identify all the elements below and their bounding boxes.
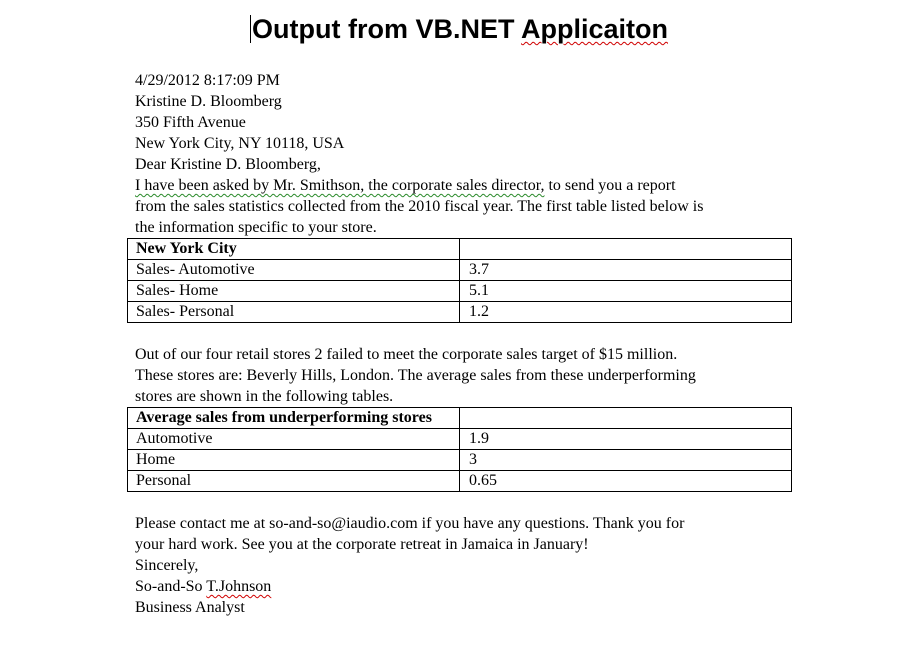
table-row [128,471,792,492]
para2-line-1: Out of our four retail stores 2 failed to meet the corporate sales target of $15 million. [135,346,678,363]
table-header-empty-cell [460,239,792,260]
table-cell-value: 1.2 [460,302,792,323]
table-row [128,281,792,302]
address-line-1: 350 Fifth Avenue [135,114,246,131]
recipient-name: Kristine D. Bloomberg [135,93,282,110]
intro-line-1 [135,175,795,196]
paragraph-gap [135,323,795,344]
signoff: Sincerely, [135,557,199,574]
underperforming-sales-table [127,407,792,492]
signer-title: Business Analyst [135,599,245,616]
signer-misspelled-name: T.Johnson [206,578,272,595]
address-line-2: New York City, NY 10118, USA [135,135,345,152]
document-title [250,14,690,45]
signer-name [135,576,795,597]
salutation: Dear Kristine D. Bloomberg, [135,156,321,173]
table-cell-value: 1.9 [460,429,792,450]
table-cell-value: 3.7 [460,260,792,281]
table-cell-label: Sales- Personal [128,302,460,323]
table-cell-label: Sales- Home [128,281,460,302]
table-cell-value: 0.65 [460,471,792,492]
intro-line-2: from the sales statistics collected from the 2010 fiscal year. The first table listed below is [135,198,704,215]
closing-line-2: your hard work. See you at the corporate retreat in Jamaica in January! [135,536,589,553]
table-cell-value: 5.1 [460,281,792,302]
grammar-flagged-phrase: I have been asked by Mr. Smithson, the corporate sales director, [135,177,545,194]
closing-line-1: Please contact me at so-and-so@iaudio.com if you have any questions. Thank you for [135,515,685,532]
table-row [128,302,792,323]
letter-body [135,70,795,618]
table-cell-value: 3 [460,450,792,471]
table-header-cell: New York City [128,239,460,260]
table-cell-label: Home [128,450,460,471]
letter-date: 4/29/2012 8:17:09 PM [135,72,280,89]
table-header-cell: Average sales from underperforming stores [128,408,460,429]
intro-line-1-rest: to send you a report [544,177,676,194]
intro-line-3: the information specific to your store. [135,219,377,236]
table-cell-label: Automotive [128,429,460,450]
table-header-empty-cell [460,408,792,429]
title-text: Output from VB.NET [252,14,521,44]
table-header-row [128,239,792,260]
store-sales-table [127,238,792,323]
para2-line-2: These stores are: Beverly Hills, London. The average sales from these underperforming [135,367,696,384]
para2-line-3: stores are shown in the following tables. [135,388,394,405]
paragraph-gap [135,492,795,513]
text-cursor [250,15,251,43]
table-row [128,450,792,471]
title-misspelled-word: Applicaiton [520,14,668,44]
signer-first-name: So-and-So [135,578,207,595]
table-cell-label: Personal [128,471,460,492]
table-row [128,260,792,281]
table-cell-label: Sales- Automotive [128,260,460,281]
table-header-row [128,408,792,429]
table-row [128,429,792,450]
